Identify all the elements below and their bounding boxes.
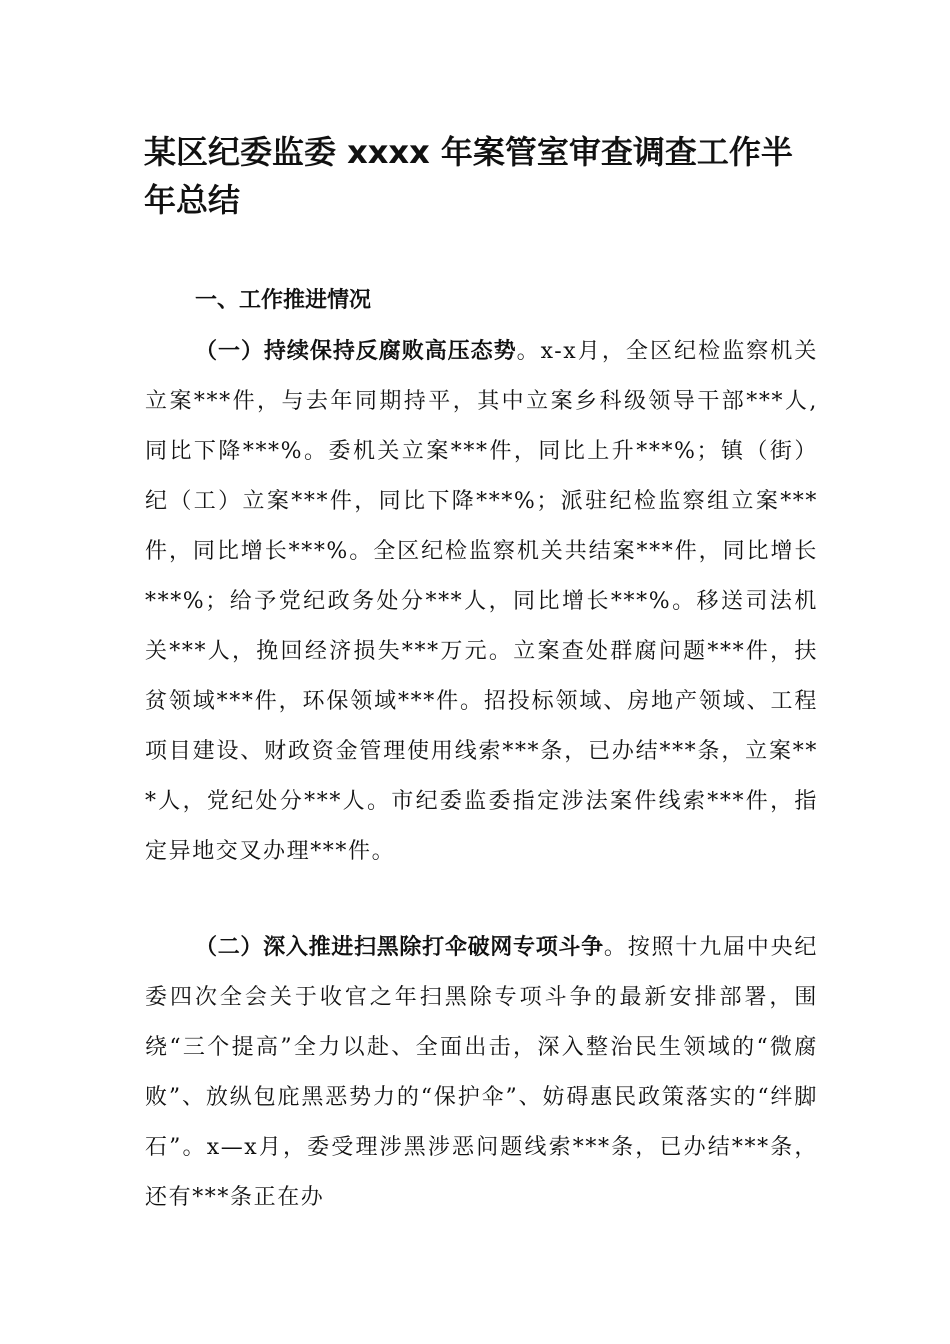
paragraph-body-text: 。x-x月，全区纪检监察机关立案***件，与去年同期持平，其中立案乡科级领导干部***人,同比下降***%。委机关立案***件，同比上升***%；镇（街）纪（工）立案***件，同比下降***%；派驻纪检监察组立案***件，同比增长***%。全区纪检监察机关共结案***件，同比增长***%；给予党纪政务处分***人，同比增长***%。移送司法机关***人，挽回经济损失***万元。立案查处群腐问题***件，扶贫领域***件，环保领域***件。招投标领域、房地产领域、工程项目建设、财政资金管理使用线索***条，已办结***条，立案***人，党纪处分***人。市纪委监委指定涉法案件线索***件，指定异地交叉办理***件。	[145, 339, 818, 864]
paragraph-anti-crime-campaign	[145, 923, 818, 1223]
paragraph-anti-corruption	[145, 327, 818, 877]
section-heading: 一、工作推进情况	[195, 288, 372, 313]
paragraph-lead-heading: （二）深入推进扫黑除打伞破网专项斗争	[195, 935, 604, 960]
document-title: 某区纪委监委 xxxx 年案管室审查调查工作半年总结	[144, 133, 793, 219]
paragraph-body-text: 。按照十九届中央纪委四次全会关于收官之年扫黑除专项斗争的最新安排部署，围绕“三个提高”全力以赴、全面出击，深入整治民生领域的“微腐败”、放纵包庇黑恶势力的“保护伞”、妨碍惠民政策落实的“绊脚石”。x—x月，委受理涉黑涉恶问题线索***条，已办结***条，还有***条正在办	[145, 935, 818, 1210]
paragraph-lead-heading: （一）持续保持反腐败高压态势	[195, 339, 517, 364]
